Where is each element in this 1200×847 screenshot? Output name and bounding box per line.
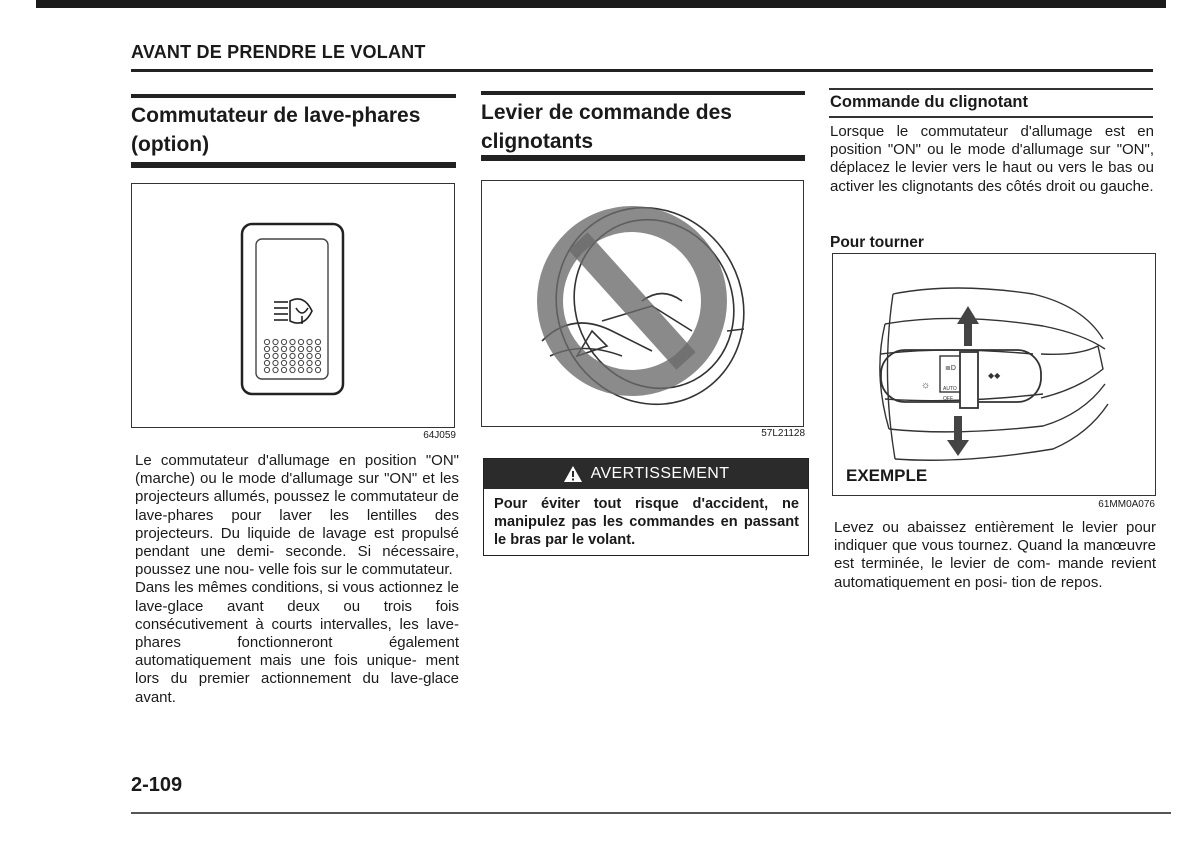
grip-dot bbox=[264, 339, 269, 344]
washer-switch-illustration bbox=[132, 184, 454, 427]
grip-dot bbox=[264, 353, 269, 358]
grip-dot bbox=[264, 367, 269, 372]
grip-dot bbox=[315, 360, 320, 365]
grip-dot bbox=[307, 360, 312, 365]
turn-signal-lever-illustration bbox=[833, 254, 1155, 495]
pour-tourner-subheading: Pour tourner bbox=[830, 234, 924, 251]
grip-dot bbox=[315, 346, 320, 351]
steering-wheel-prohibition-figure bbox=[481, 180, 804, 427]
grip-dot bbox=[281, 353, 286, 358]
headlamp-washer-switch-figure bbox=[131, 183, 455, 428]
grip-dot bbox=[264, 360, 269, 365]
warning-header bbox=[484, 459, 808, 489]
grip-dot bbox=[290, 346, 295, 351]
grip-dot bbox=[273, 339, 278, 344]
grip-dot bbox=[273, 367, 278, 372]
page-number: 2-109 bbox=[131, 774, 183, 796]
lever-label-auto: AUTO bbox=[943, 386, 957, 392]
col1-paragraph-1: Le commutateur d'allumage en position "ON" (marche) ou le mode d'allumage sur "ON" et les projecteurs allumés, poussez le commutateur de lave-phares pour laver les lentilles des projecteurs. Du liquide de lavage est propulsé pendant une demi- seconde. Si nécessaire, poussez une nou- velle fois sur le commutateur. bbox=[135, 452, 460, 579]
grip-dot bbox=[307, 367, 312, 372]
col1-section-title: Commutateur de lave-phares (option) bbox=[131, 104, 421, 156]
grip-dot bbox=[307, 339, 312, 344]
switch-grip-dots bbox=[264, 339, 320, 372]
bottom-rule bbox=[131, 812, 1171, 814]
col2-title-rule-bottom bbox=[481, 155, 805, 161]
page-header-title: AVANT DE PRENDRE LE VOLANT bbox=[131, 42, 426, 62]
col3-title-rule-bottom bbox=[829, 116, 1153, 118]
warning-triangle-icon bbox=[563, 465, 583, 483]
grip-dot bbox=[264, 346, 269, 351]
grip-dot bbox=[281, 367, 286, 372]
warning-text: Pour éviter tout risque d'accident, ne manipulez pas les commandes en passant le bras par le volant. bbox=[494, 496, 799, 548]
grip-dot bbox=[298, 367, 303, 372]
steering-wheel-illustration bbox=[482, 181, 803, 426]
grip-dot bbox=[307, 353, 312, 358]
lever-label-off: OFF bbox=[943, 396, 953, 402]
header-rule bbox=[131, 69, 1153, 72]
grip-dot bbox=[273, 353, 278, 358]
lever-label-highbeam-icon: ≣D bbox=[945, 365, 956, 372]
down-arrow-icon bbox=[947, 416, 969, 456]
grip-dot bbox=[307, 346, 312, 351]
grip-dot bbox=[298, 353, 303, 358]
grip-dot bbox=[315, 367, 320, 372]
headlamp-washer-icon bbox=[274, 299, 312, 324]
grip-dot bbox=[290, 339, 295, 344]
col1-figure-code: 64J059 bbox=[423, 430, 456, 441]
turn-signal-lever-figure bbox=[832, 253, 1156, 496]
grip-dot bbox=[315, 353, 320, 358]
warning-box bbox=[483, 458, 809, 556]
col3-body-text: Levez ou abaissez entièrement le levier pour indiquer que vous tournez. Quand la manœuvre est terminée, le levier de com- mande revient automatiquement en posi- tion de repos. bbox=[834, 519, 1157, 591]
col2-section-title: Levier de commande des clignotants bbox=[481, 101, 732, 153]
grip-dot bbox=[298, 360, 303, 365]
col1-title-rule-top bbox=[131, 94, 456, 98]
col3-figure-code: 61MM0A076 bbox=[1098, 499, 1155, 510]
col3-intro-text: Lorsque le commutateur d'allumage est en position "ON" ou le mode d'allumage sur "ON", déplacez le levier vers le haut ou vers le bas ou activer les clignotants des côtés droit ou gauche. bbox=[830, 123, 1155, 195]
grip-dot bbox=[273, 346, 278, 351]
col1-title-rule-bottom bbox=[131, 162, 456, 168]
up-arrow-icon bbox=[957, 306, 979, 346]
grip-dot bbox=[273, 360, 278, 365]
grip-dot bbox=[290, 360, 295, 365]
grip-dot bbox=[281, 339, 286, 344]
exemple-label: EXEMPLE bbox=[846, 466, 928, 485]
grip-dot bbox=[281, 360, 286, 365]
col3-section-title: Commande du clignotant bbox=[830, 93, 1028, 111]
col2-title-rule-top bbox=[481, 91, 805, 95]
grip-dot bbox=[298, 339, 303, 344]
warning-label: AVERTISSEMENT bbox=[590, 465, 730, 482]
lever-label-fog-icon: ◆◆ bbox=[988, 371, 1001, 380]
grip-dot bbox=[290, 353, 295, 358]
col1-body-text bbox=[135, 452, 459, 707]
lever-sun-icon: ☼ bbox=[921, 380, 931, 391]
col3-title-rule-top bbox=[829, 88, 1153, 90]
col1-paragraph-2: Dans les mêmes conditions, si vous actionnez le lave-glace avant deux ou trois fois consécutivement à courts intervalles, les lave-phares fonctionneront également automatiquement mais une fois unique- ment lors du premier actionnement du lave-glace avant. bbox=[135, 579, 460, 706]
grip-dot bbox=[315, 339, 320, 344]
col2-figure-code: 57L21128 bbox=[761, 428, 805, 439]
grip-dot bbox=[281, 346, 286, 351]
top-edge-bar bbox=[36, 0, 1166, 8]
grip-dot bbox=[298, 346, 303, 351]
grip-dot bbox=[290, 367, 295, 372]
